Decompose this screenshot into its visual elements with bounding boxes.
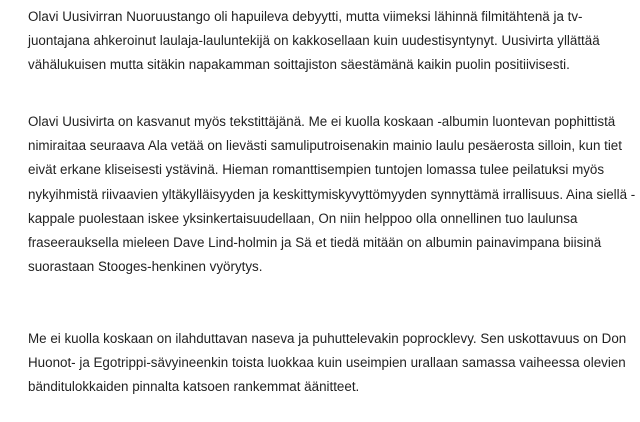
text-line: Me ei kuolla koskaan on ilahduttavan naseva ja puhuttelevakin poprocklevy. Sen uskottavuus on Don (28, 331, 627, 346)
paragraph-3 (28, 327, 626, 400)
paragraph-2 (28, 110, 635, 279)
text-line: bänditulokkaiden pinnalta katsoen rankemmat äänitteet. (28, 379, 360, 395)
text-line: Olavi Uusivirran Nuoruustango oli hapuileva debyytti, mutta viimeksi lähinnä filmitähtenä ja tv- (28, 9, 583, 24)
text-line: kappale puolestaan iskee yksinkertaisuudellaan, On niin helppoo olla onnellinen tuo laulunsa (28, 210, 578, 226)
text-line: juontajana ahkeroinut laulaja-lauluntekijä on kakkosellaan kuin uudestisyntynyt. Uusivirta yllättää (28, 33, 600, 49)
text-line: Huonot- ja Egotrippi-sävyineenkin toista luokkaa kuin useimpien urallaan samassa vaiheessa olevien (28, 355, 626, 371)
paragraph-1 (28, 5, 600, 78)
text-line: suorastaan Stooges-henkinen vyörytys. (28, 259, 263, 275)
text-line: nimiraitaa seuraava Ala vetää on lievästi samuliputroisenakin mainio laulu pesäerosta silloin, kun tiet (28, 138, 622, 154)
text-line: eivät erkane kliseisesti ystävinä. Hieman romanttisempien tuntojen lomassa tulee peilatuksi myös (28, 162, 605, 178)
text-line: nykyihmistä riivaavien yltäkylläisyyden ja keskittymiskyvyttömyyden synnyttämä irrallisuus. Aina siellä - (28, 186, 636, 202)
text-line: fraseerauksella mieleen Dave Lind-holmin ja Sä et tiedä mitään on albumin painavimpana biisinä (28, 235, 602, 251)
text-line: Olavi Uusivirta on kasvanut myös tekstittäjänä. Me ei kuolla koskaan -albumin luontevan pophittistä (28, 114, 616, 129)
text-line: vähälukuisen mutta sitäkin napakamman soittajiston säestämänä kaikin puolin positiivisesti. (28, 57, 570, 73)
